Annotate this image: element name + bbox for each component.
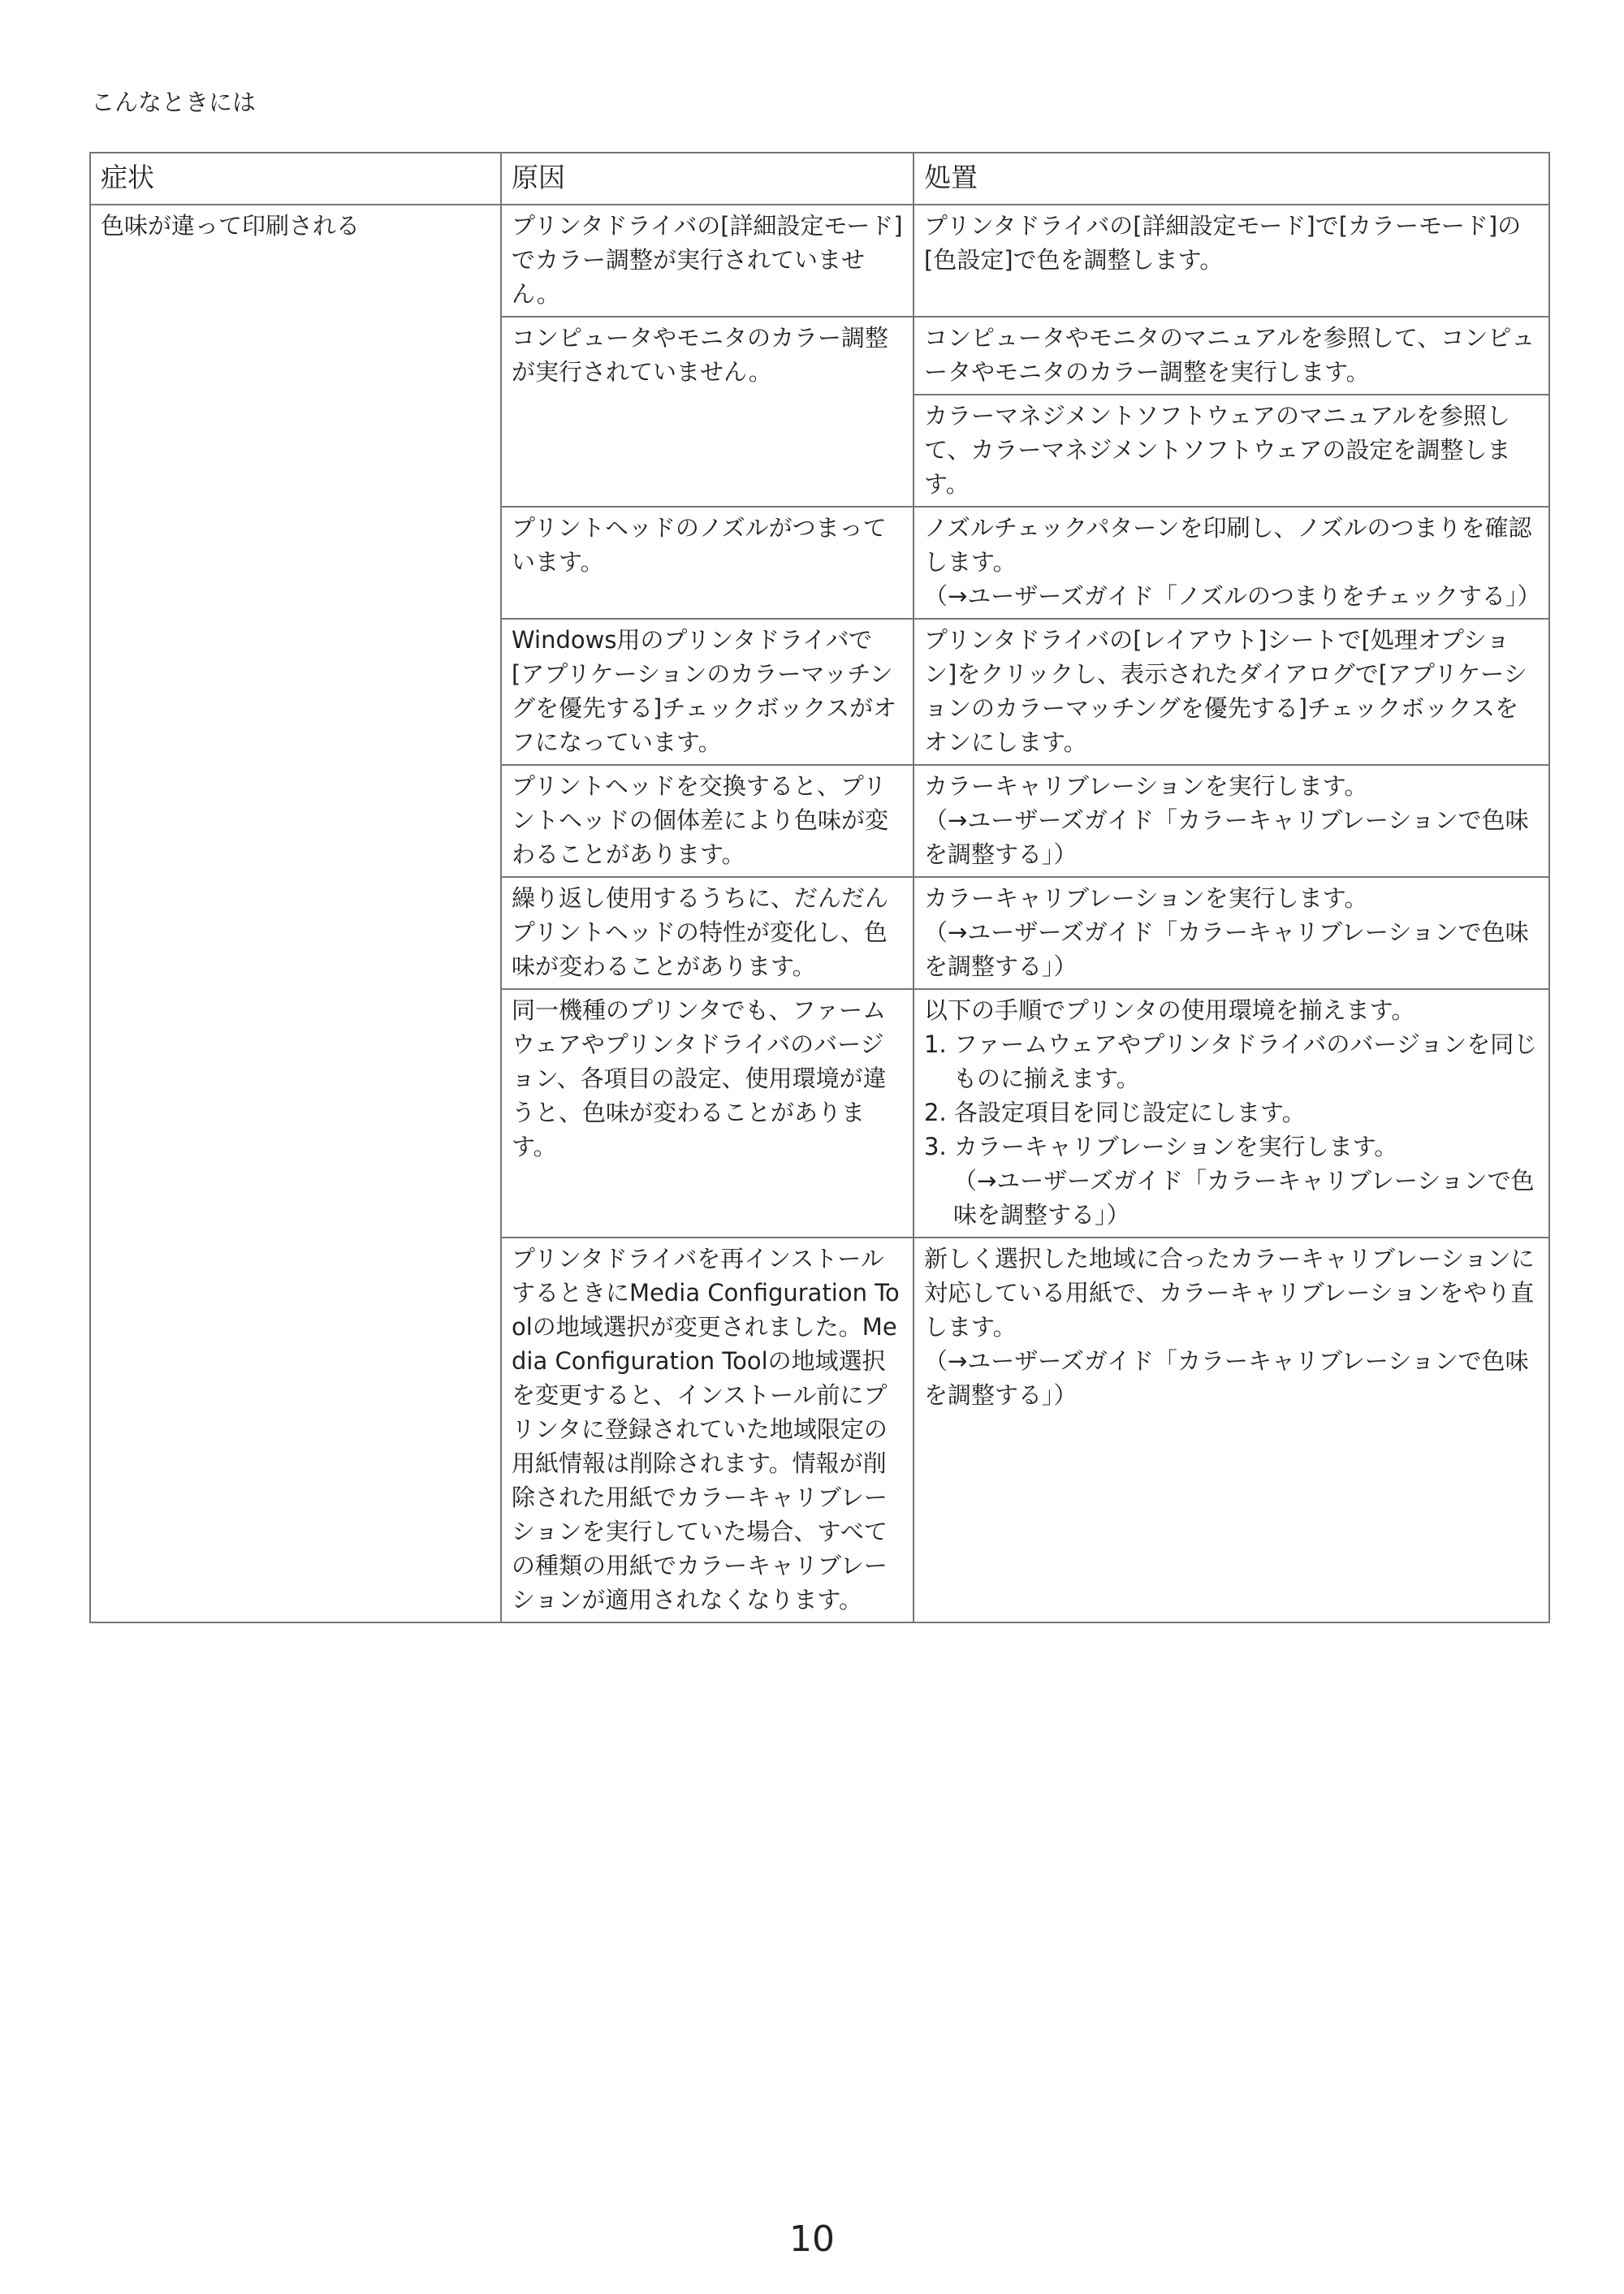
table-row — [90, 205, 1549, 317]
procedure-step: 2. 各設定項目を同じ設定にします。 — [924, 1099, 1306, 1126]
remedy-cell — [914, 989, 1549, 1238]
cause-cell: コンピュータやモニタのカラー調整が実行されていません。 — [501, 317, 914, 507]
column-header-symptom: 症状 — [90, 153, 501, 205]
remedy-cell — [914, 877, 1549, 989]
cause-cell: プリンタドライバを再インストールするときにMedia Configuration Toolの地域選択が変更されました。Media Configuration Toolの地域選択を変更すると、インストール前にプリンタに登録されていた地域限定の用紙情報は削除されます。情報が削除された用紙でカラーキャリブレーションを実行していた場合、すべての種類の用紙でカラーキャリブレーションが適用されなくなります。 — [501, 1238, 914, 1622]
cause-cell: 繰り返し使用するうちに、だんだんプリントヘッドの特性が変化し、色味が変わることがあります。 — [501, 877, 914, 989]
remedy-cell — [914, 765, 1549, 877]
cause-cell: プリンタドライバの[詳細設定モード]でカラー調整が実行されていません。 — [501, 205, 914, 317]
remedy-cell — [914, 1238, 1549, 1622]
troubleshooting-table — [89, 152, 1550, 1623]
guide-reference: （→ユーザーズガイド「カラーキャリブレーションで色味を調整する」） — [924, 1347, 1529, 1409]
cause-cell: プリントヘッドを交換すると、プリントヘッドの個体差により色味が変わることがあります。 — [501, 765, 914, 877]
column-header-cause: 原因 — [501, 153, 914, 205]
procedure-step: 3. カラーキャリブレーションを実行します。 — [924, 1133, 1398, 1160]
guide-reference: （→ユーザーズガイド「カラーキャリブレーションで色味を調整する」） — [924, 918, 1529, 980]
remedy-cell: プリンタドライバの[レイアウト]シートで[処理オプション]をクリックし、表示されたダイアログで[アプリケーションのカラーマッチングを優先する]チェックボックスをオンにします。 — [914, 619, 1549, 765]
cause-cell: Windows用のプリンタドライバで[アプリケーションのカラーマッチングを優先する]チェックボックスがオフになっています。 — [501, 619, 914, 765]
procedure-step: 1. ファームウェアやプリンタドライバのバージョンを同じものに揃えます。 — [924, 1030, 1538, 1092]
guide-reference: （→ユーザーズガイド「ノズルのつまりをチェックする」） — [924, 582, 1541, 610]
table-header-row — [90, 153, 1549, 205]
guide-reference: （→ユーザーズガイド「カラーキャリブレーションで色味を調整する」） — [953, 1167, 1535, 1229]
remedy-text: 以下の手順でプリンタの使用環境を揃えます。 — [924, 996, 1415, 1024]
symptom-cell: 色味が違って印刷される — [90, 205, 501, 1622]
cause-cell: 同一機種のプリンタでも、ファームウェアやプリンタドライバのバージョン、各項目の設定、使用環境が違うと、色味が変わることがあります。 — [501, 989, 914, 1238]
remedy-cell: プリンタドライバの[詳細設定モード]で[カラーモード]の[色設定]で色を調整します。 — [914, 205, 1549, 317]
cause-cell: プリントヘッドのノズルがつまっています。 — [501, 507, 914, 619]
remedy-text: 新しく選択した地域に合ったカラーキャリブレーションに対応している用紙で、カラーキャリブレーションをやり直します。 — [924, 1245, 1535, 1341]
remedy-text: ノズルチェックパターンを印刷し、ノズルのつまりを確認します。 — [924, 514, 1532, 576]
guide-reference: （→ユーザーズガイド「カラーキャリブレーションで色味を調整する」） — [924, 806, 1529, 868]
page-header-title: こんなときには — [91, 89, 257, 116]
remedy-cell — [914, 507, 1549, 619]
remedy-cell: コンピュータやモニタのマニュアルを参照して、コンピュータやモニタのカラー調整を実行します。 — [914, 317, 1549, 395]
column-header-remedy: 処置 — [914, 153, 1549, 205]
remedy-text: カラーキャリブレーションを実行します。 — [924, 884, 1368, 912]
page-number: 10 — [789, 2218, 835, 2260]
remedy-cell: カラーマネジメントソフトウェアのマニュアルを参照して、カラーマネジメントソフトウェアの設定を調整します。 — [914, 395, 1549, 507]
remedy-text: カラーキャリブレーションを実行します。 — [924, 772, 1368, 800]
